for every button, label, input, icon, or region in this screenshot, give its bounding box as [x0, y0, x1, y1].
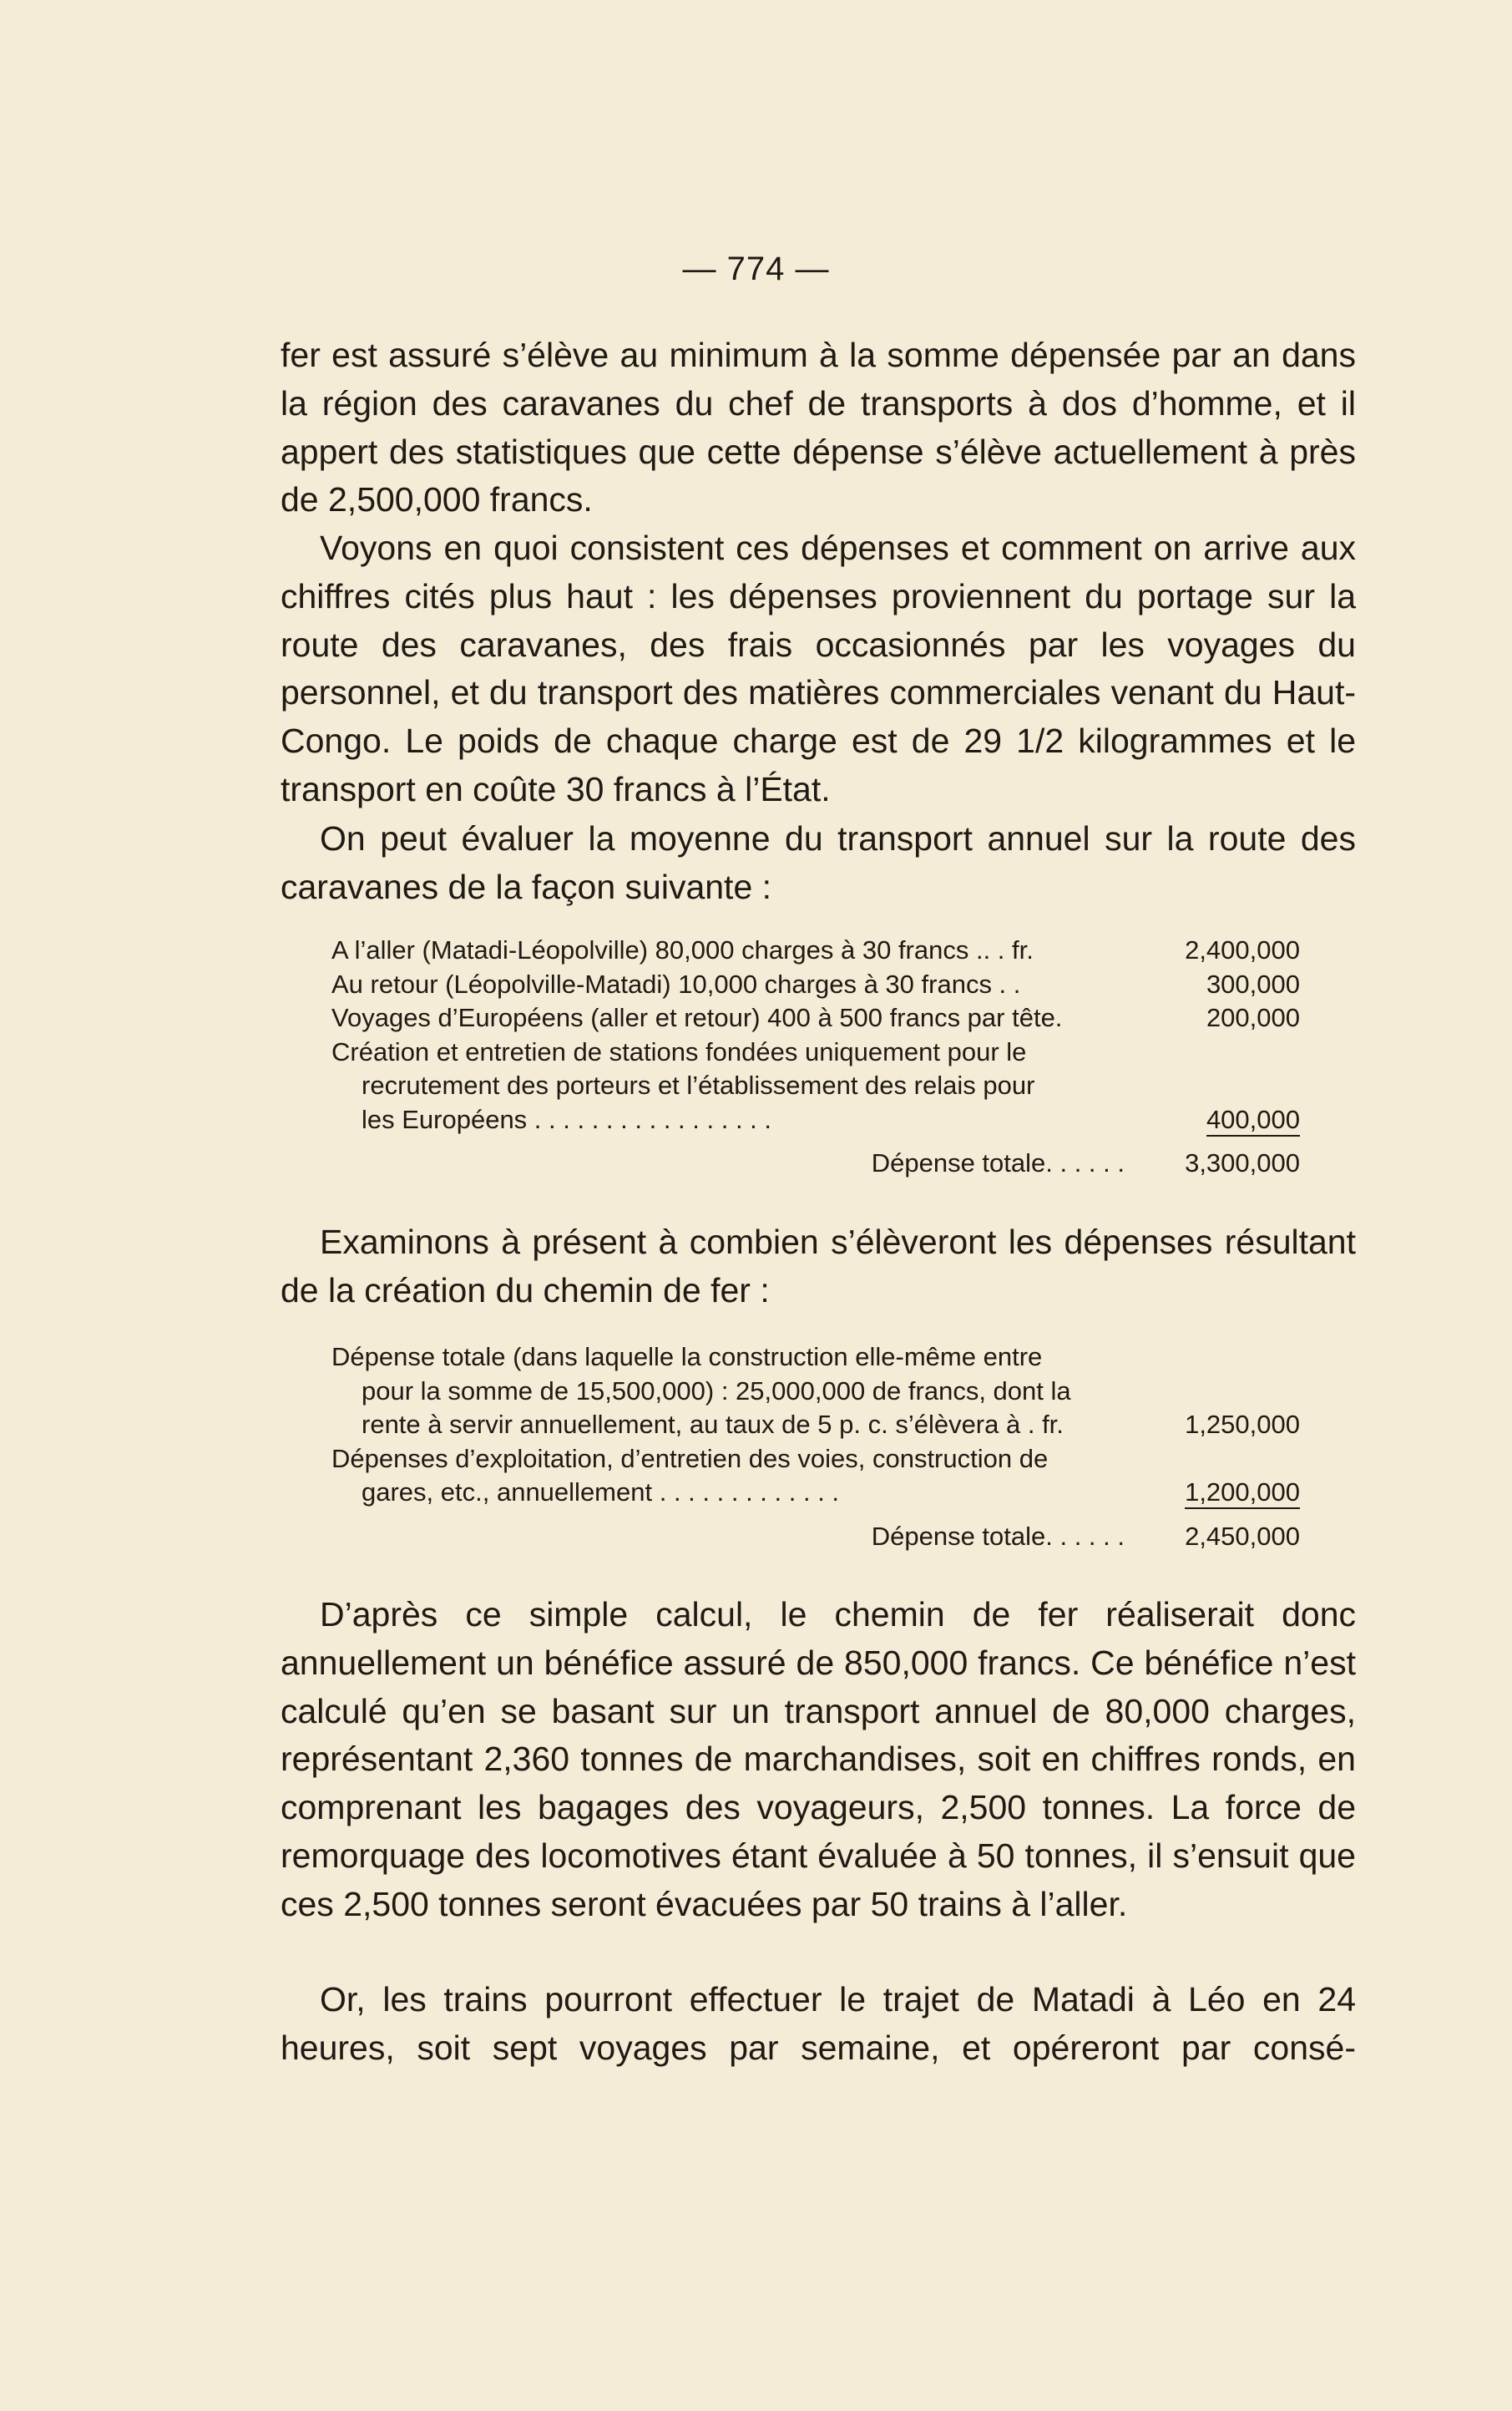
row-amount-value: 400,000 [1206, 1105, 1300, 1137]
row-amount: 300,000 [1206, 969, 1300, 999]
total-row [331, 1147, 1300, 1181]
row-label: Création et entretien de stations fondées uniquement pour le [331, 1036, 1027, 1066]
row-label: Voyages d’Européens (aller et retour) 400 à 500 francs par tête. [331, 1003, 1063, 1032]
table-row [331, 1340, 1300, 1375]
row-label: A l’aller (Matadi-Léopolville) 80,000 charges à 30 francs .. . fr. [331, 935, 1034, 965]
page-number: — 774 — [682, 251, 830, 287]
row-label-continued: recrutement des porteurs et l’établissement des relais pour [362, 1071, 1035, 1100]
table-row [331, 968, 1300, 1002]
row-amount [1133, 1103, 1300, 1137]
total-label: Dépense totale. . . . . . [871, 1148, 1125, 1178]
paragraph-4: Examinons à présent à combien s’élèveront les dépenses résultant de la création du chemin de fer : [281, 1223, 1356, 1309]
transport-cost-table [331, 934, 1300, 1181]
row-label-continued: gares, etc., annuellement . . . . . . . . . . . . . [362, 1477, 840, 1507]
row-amount-value: 1,200,000 [1185, 1477, 1300, 1509]
total-label: Dépense totale. . . . . . [871, 1521, 1125, 1551]
row-label-continued: les Européens . . . . . . . . . . . . . . . . . [362, 1104, 772, 1134]
paragraph-5: D’après ce simple calcul, le chemin de fer réaliserait donc annuellement un bénéfice assuré de 850,000 francs. Ce bénéfice n’est calculé qu’en se basant sur un transport annuel de 80,000 charges, représentant 2,360 tonnes de marchandises, soit en chiffres ronds, en comprenant les bagages des voyageurs, 2,500 tonnes. La force de remorquage des locomotives étant évaluée à 50 tonnes, il s’ensuit que ces 2,500 tonnes seront évacuées par 50 trains à l’aller. [281, 1595, 1356, 1923]
row-amount [1133, 1476, 1300, 1510]
row-label: Dépense totale (dans laquelle la construction elle-même entre [331, 1342, 1043, 1371]
row-amount: 200,000 [1206, 1003, 1300, 1032]
table-row [331, 1069, 1300, 1103]
paragraph-6: Or, les trains pourront effectuer le trajet de Matadi à Léo en 24 heures, soit sept voyages par semaine, et opéreront par consé- [281, 1980, 1356, 2067]
table-row [331, 1036, 1300, 1070]
paragraph-3: On peut évaluer la moyenne du transport annuel sur la route des caravanes de la façon suivante : [281, 819, 1356, 906]
paragraph-2: Voyons en quoi consistent ces dépenses et comment on arrive aux chiffres cités plus haut : les dépenses proviennent du portage sur la route des caravanes, des frais occasionnés par les voyages du personnel, et du transport des matières commerciales venant du Haut-Congo. Le poids de chaque charge est de 29 1/2 kilogrammes et le transport en coûte 30 francs à l’État. [281, 529, 1356, 808]
table-row [331, 934, 1300, 968]
table-row [331, 1103, 1300, 1137]
railway-cost-table [331, 1340, 1300, 1553]
paragraph-1: fer est assuré s’élève au minimum à la somme dépensée par an dans la région des caravanes du chef de transports à dos d’homme, et il appert des statistiques que cette dépense s’élève actuellement à près de 2,500,000 francs. [281, 336, 1356, 519]
total-row [331, 1520, 1300, 1554]
table-row [331, 1408, 1300, 1442]
table-row [331, 1375, 1300, 1409]
row-label: Dépenses d’exploitation, d’entretien des voies, construction de [331, 1443, 1049, 1473]
total-amount: 3,300,000 [1185, 1148, 1300, 1178]
row-label-continued: pour la somme de 15,500,000) : 25,000,000 de francs, dont la [362, 1375, 1071, 1406]
table-row [331, 1001, 1300, 1036]
row-label: Au retour (Léopolville-Matadi) 10,000 charges à 30 francs . . [331, 969, 1021, 999]
table-row [331, 1442, 1300, 1476]
row-amount: 2,400,000 [1185, 935, 1300, 965]
total-amount: 2,450,000 [1185, 1521, 1300, 1551]
row-label-continued: rente à servir annuellement, au taux de 5 p. c. s’élèvera à . fr. [362, 1410, 1064, 1439]
table-row [331, 1476, 1300, 1510]
row-amount: 1,250,000 [1185, 1410, 1300, 1439]
